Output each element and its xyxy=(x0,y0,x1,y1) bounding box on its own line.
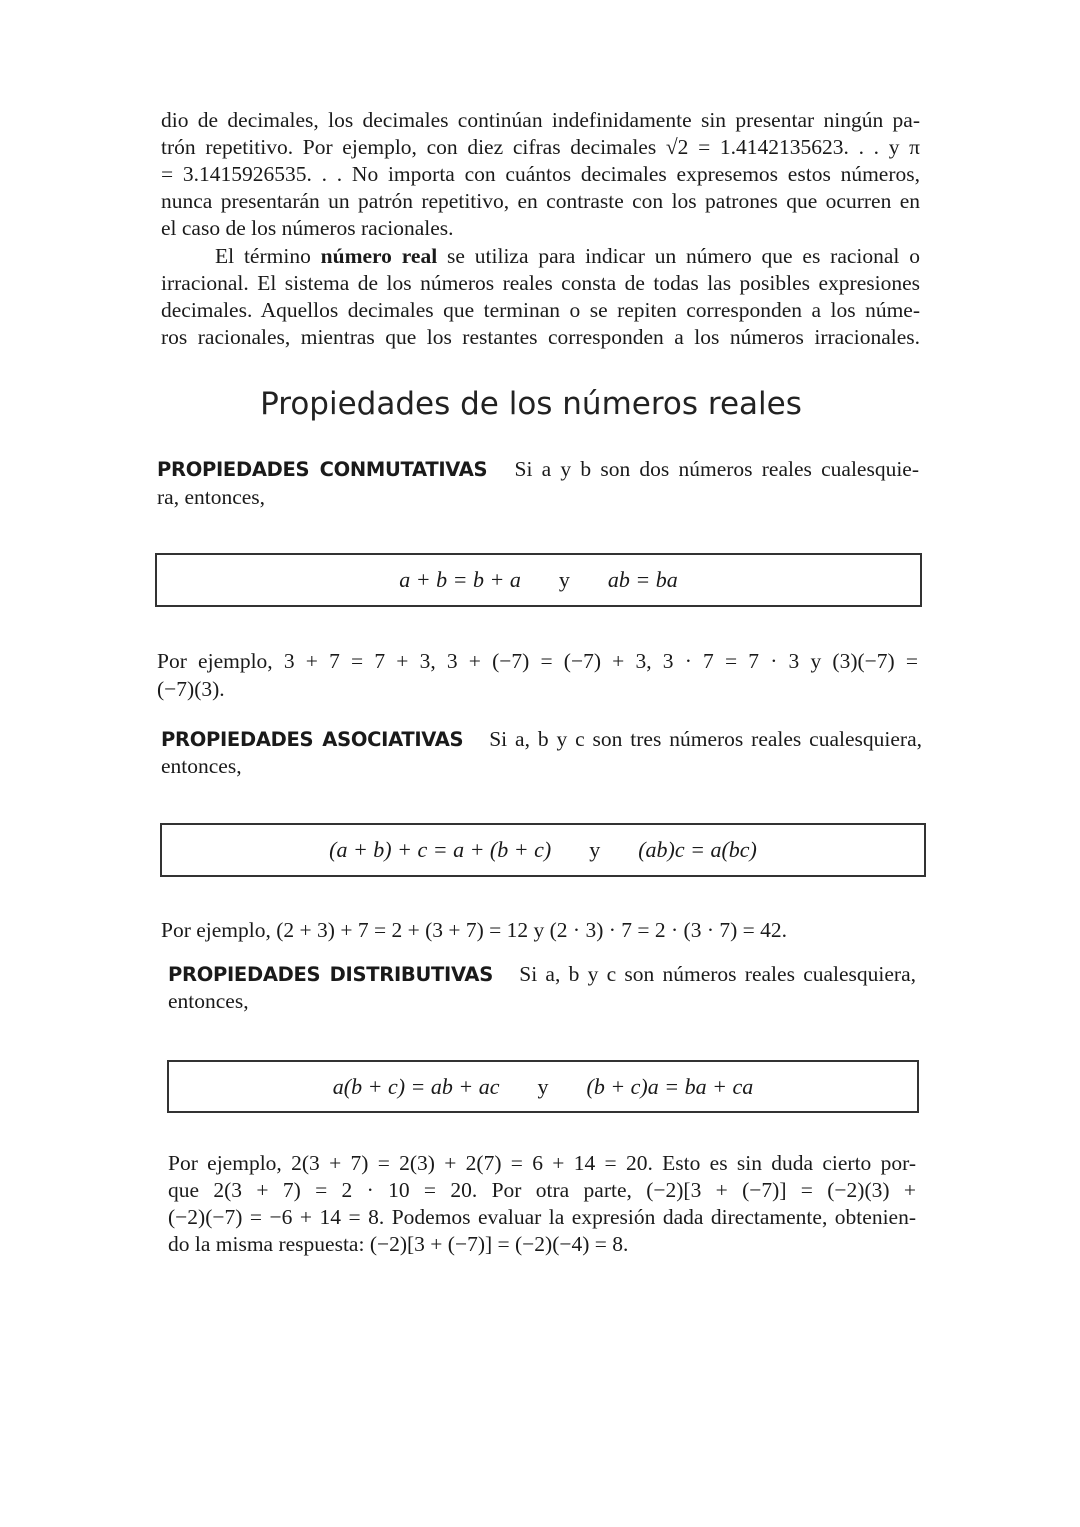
property-heading: PROPIEDADES ASOCIATIVAS xyxy=(161,728,464,751)
property-heading-line xyxy=(161,726,922,753)
text-line: que 2(3 + 7) = 2 · 10 = 20. Por otra parte, (−2)[3 + (−7)] = (−2)(3) + xyxy=(168,1178,916,1202)
text-line: ros racionales, mientras que los restantes corresponden a los números irracionales. xyxy=(161,325,920,349)
text-line: el caso de los números racionales. xyxy=(161,216,454,240)
text: Si a, b y c son tres números reales cualesquiera, xyxy=(489,727,922,751)
text: El término xyxy=(215,244,321,268)
text-line: do la misma respuesta: (−2)[3 + (−7)] = (−2)(−4) = 8. xyxy=(168,1232,629,1256)
text: Si a y b son dos números reales cualesquie- xyxy=(514,457,920,481)
text-line: ra, entonces, xyxy=(157,485,266,509)
text-line: (−2)(−7) = −6 + 14 = 8. Podemos evaluar la expresión dada directamente, obtenien- xyxy=(168,1205,916,1229)
formula: ab = ba xyxy=(607,567,678,592)
text-line: irracional. El sistema de los números reales consta de todas las posibles expresiones xyxy=(161,271,920,295)
section-title: Propiedades de los números reales xyxy=(260,386,802,422)
connector: y xyxy=(558,567,570,592)
formula: (a + b) + c = a + (b + c) xyxy=(329,837,552,862)
property-heading: PROPIEDADES CONMUTATIVAS xyxy=(157,458,488,481)
text-line: decimales. Aquellos decimales que terminan o se repiten corresponden a los núme- xyxy=(161,298,920,322)
connector: y xyxy=(589,837,601,862)
text-line: Por ejemplo, 3 + 7 = 7 + 3, 3 + (−7) = (−7) + 3, 3 · 7 = 7 · 3 y (3)(−7) = xyxy=(157,649,918,673)
formula-box xyxy=(155,553,922,607)
formula: a(b + c) = ab + ac xyxy=(332,1073,500,1099)
text-line: dio de decimales, los decimales continúan indefinidamente sin presentar ningún pa- xyxy=(161,108,920,132)
text-line: Por ejemplo, (2 + 3) + 7 = 2 + (3 + 7) = 12 y (2 · 3) · 7 = 2 · (3 · 7) = 42. xyxy=(161,918,788,942)
text-line: nunca presentarán un patrón repetitivo, en contraste con los patrones que ocurren en xyxy=(161,189,920,213)
formula: a + b = b + a xyxy=(399,567,521,592)
term-bold: número real xyxy=(320,244,438,268)
text-line: (−7)(3). xyxy=(157,677,225,701)
formula: (ab)c = a(bc) xyxy=(638,837,757,862)
text: se utiliza para indicar un número que es racional o xyxy=(437,244,920,268)
text-line: Por ejemplo, 2(3 + 7) = 2(3) + 2(7) = 6 + 14 = 20. Esto es sin duda cierto por- xyxy=(168,1151,916,1175)
text: Si a, b y c son números reales cualesquiera, xyxy=(519,962,917,986)
text-line xyxy=(161,243,920,270)
property-heading: PROPIEDADES DISTRIBUTIVAS xyxy=(168,963,493,986)
property-heading-line xyxy=(157,456,919,483)
text-line: trón repetitivo. Por ejemplo, con diez cifras decimales √2 = 1.4142135623. . . y π xyxy=(161,135,920,159)
formula-box xyxy=(160,823,926,877)
text-line: entonces, xyxy=(168,989,249,1013)
property-heading-line xyxy=(168,961,916,988)
formula: (b + c)a = ba + ca xyxy=(586,1073,754,1099)
formula-box xyxy=(167,1060,919,1113)
text-line: entonces, xyxy=(161,754,242,778)
connector: y xyxy=(537,1073,549,1099)
text-line: = 3.1415926535. . . No importa con cuántos decimales expresemos estos números, xyxy=(161,162,920,186)
